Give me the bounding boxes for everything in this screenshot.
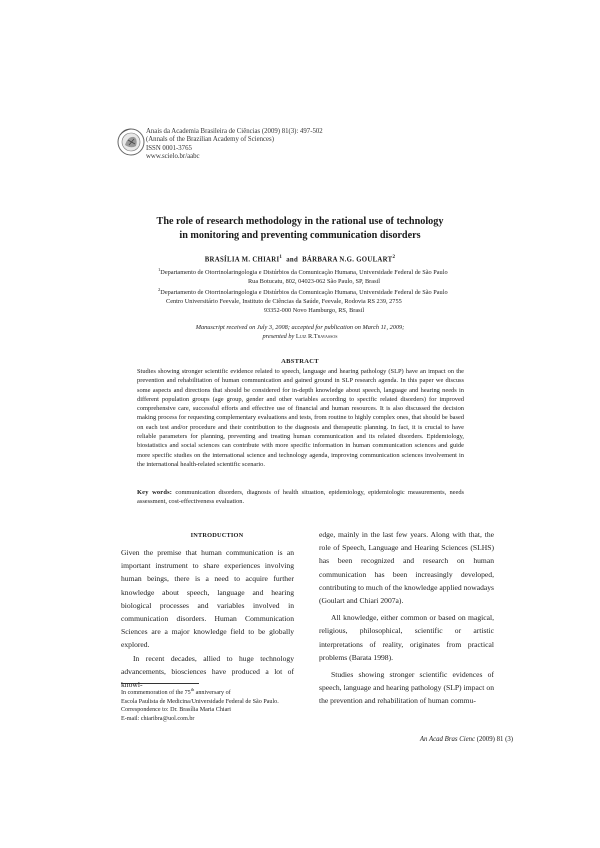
- footer-journal: An Acad Bras Cienc: [419, 736, 476, 743]
- abstract-heading: ABSTRACT: [281, 358, 319, 365]
- author-2-sup: 2: [392, 255, 396, 260]
- body-column-left: [121, 546, 294, 691]
- affil-2-line-1: Departamento de Otorrinolaringologia e Distúrbios da Comunicação Humana, Universidade Federal de São Paulo: [160, 289, 448, 297]
- intro-paragraph-4: All knowledge, either common or based on magical, religious, philosophical, scientific or artistic interpretations of reality, originates from practical problems (Barata 1998).: [319, 613, 494, 662]
- footnote-line-1-suffix: anniversary of: [194, 690, 231, 697]
- footnote-email[interactable]: E-mail: chiaribra@uol.com.br: [121, 715, 195, 722]
- journal-line: ISSN 0001-3765: [146, 144, 192, 152]
- footnote-line-2: Escola Paulista de Medicina/Universidade Federal de São Paulo.: [121, 698, 279, 705]
- affil-2-line-2: Centro Universitário Feevale, Instituto de Ciências da Saúde, Feevale, Rodovia RS 239, 2755: [166, 297, 402, 305]
- affil-1-line-1: Departamento de Otorrinolaringologia e Distúrbios da Comunicação Humana, Universidade Federal de São Paulo: [160, 269, 448, 277]
- footer-issue: (2009) 81 (3): [476, 736, 513, 743]
- footnote: [121, 686, 311, 723]
- title-line-1: The role of research methodology in the rational use of technology: [156, 216, 444, 227]
- journal-url[interactable]: www.scielo.br/aabc: [146, 153, 200, 161]
- author-2: BÁRBARA N.G. GOULART: [302, 256, 393, 264]
- affiliations: [158, 266, 498, 315]
- journal-line: (Annals of the Brazilian Academy of Sciences): [146, 136, 274, 144]
- author-1: BRASÍLIA M. CHIARI: [204, 256, 280, 264]
- paper-title: [70, 215, 530, 243]
- affil-1-sup: 1: [158, 267, 161, 272]
- footnote-correspondence: Correspondence to: Dr. Brasília Maria Chiari: [121, 707, 231, 714]
- keywords-text: communication disorders, diagnosis of health situation, epidemiology, epidemiologic measurements, needs assessment, cost-effectiveness evaluation.: [137, 489, 465, 506]
- manuscript-info: [100, 324, 500, 341]
- footnote-line-1: In commemoration of the 75: [121, 690, 191, 697]
- manuscript-dates: Manuscript received on July 3, 2008; accepted for publication on March 11, 2009;: [195, 324, 405, 331]
- presenter-name: Luiz R.Travassos: [295, 332, 338, 340]
- abstract-text: Studies showing stronger scientific evidence related to speech, language and hearing pathology (SLP) have an impact on the prevention and rehabilitation of human communication and gained ground in SLP research agenda. In this paper we discuss some aspects and directions that should be considered for in-depth knowledge about speech, language and hearing needs in different population groups (age group, gender and other variables according to specific related disorders) for improved comprehensive care, successful efforts and effective use of financial and human resources. It is also discussed the decision making process for requesting complementary evaluations and tests, from routine to highly complex ones, that should be based on each test and/or procedure and their contribution to the diagnosis and therapeutic planning. In fact, it is crucial to have reliable parameters for planning, preventing and treating human communication and its related disorders. Epidemiology, biostatistics and social sciences can contribute with more specific information in human communication sciences and guide more specific studies on the international science and technology agenda, improving communication sciences involvement in the international health-related scientific scenario.: [137, 368, 464, 468]
- journal-info: [146, 128, 406, 162]
- introduction-heading: INTRODUCTION: [190, 532, 244, 539]
- keywords: [137, 488, 464, 507]
- running-footer: [330, 736, 513, 743]
- footnote-sup: th: [190, 687, 195, 692]
- affil-1-line-2: Rua Botucatu, 802, 04023-062 São Paulo, SP, Brasil: [247, 277, 381, 285]
- affil-2-line-3: 93352-000 Novo Hamburgo, RS, Brasil: [263, 306, 365, 314]
- presented-by-label: presented by: [262, 332, 295, 340]
- authors: [70, 255, 530, 263]
- author-and: and: [286, 256, 299, 264]
- journal-line: Anais da Academia Brasileira de Ciências (2009) 81(3): 497-502: [146, 128, 323, 135]
- author-1-sup: 1: [279, 255, 283, 260]
- intro-paragraph-3: edge, mainly in the last few years. Along with that, the role of Speech, Language and Hearing Sciences (SLHS) has been recognized and research on human communication has been increasingly developed, contributing to much of the knowledge applied nowadays (Goulart and Chiari 2007a).: [319, 530, 494, 606]
- footnote-divider: [121, 683, 199, 684]
- intro-paragraph-1: Given the premise that human communication is an important instrument to share experiences involving human beings, there is a need to acquire further knowledge about speech, language and hearing biological processes and variables involved in communication disorders. Human Communication Sciences are a major knowledge field to be globally explored.: [121, 548, 294, 650]
- keywords-label: Key words:: [137, 489, 173, 496]
- body-column-right: [319, 528, 494, 708]
- title-line-2: in monitoring and preventing communication disorders: [179, 230, 421, 241]
- affil-2-sup: 2: [158, 287, 161, 293]
- intro-paragraph-5: Studies showing stronger scientific evidences of speech, language and hearing pathology (SLP) impact on the prevention and rehabilitation of human commu-: [319, 670, 494, 706]
- academy-logo: [116, 126, 146, 158]
- intro-paragraph-2: In recent decades, allied to huge technology advancements, biosciences have produced a lot of knowl-: [121, 653, 294, 690]
